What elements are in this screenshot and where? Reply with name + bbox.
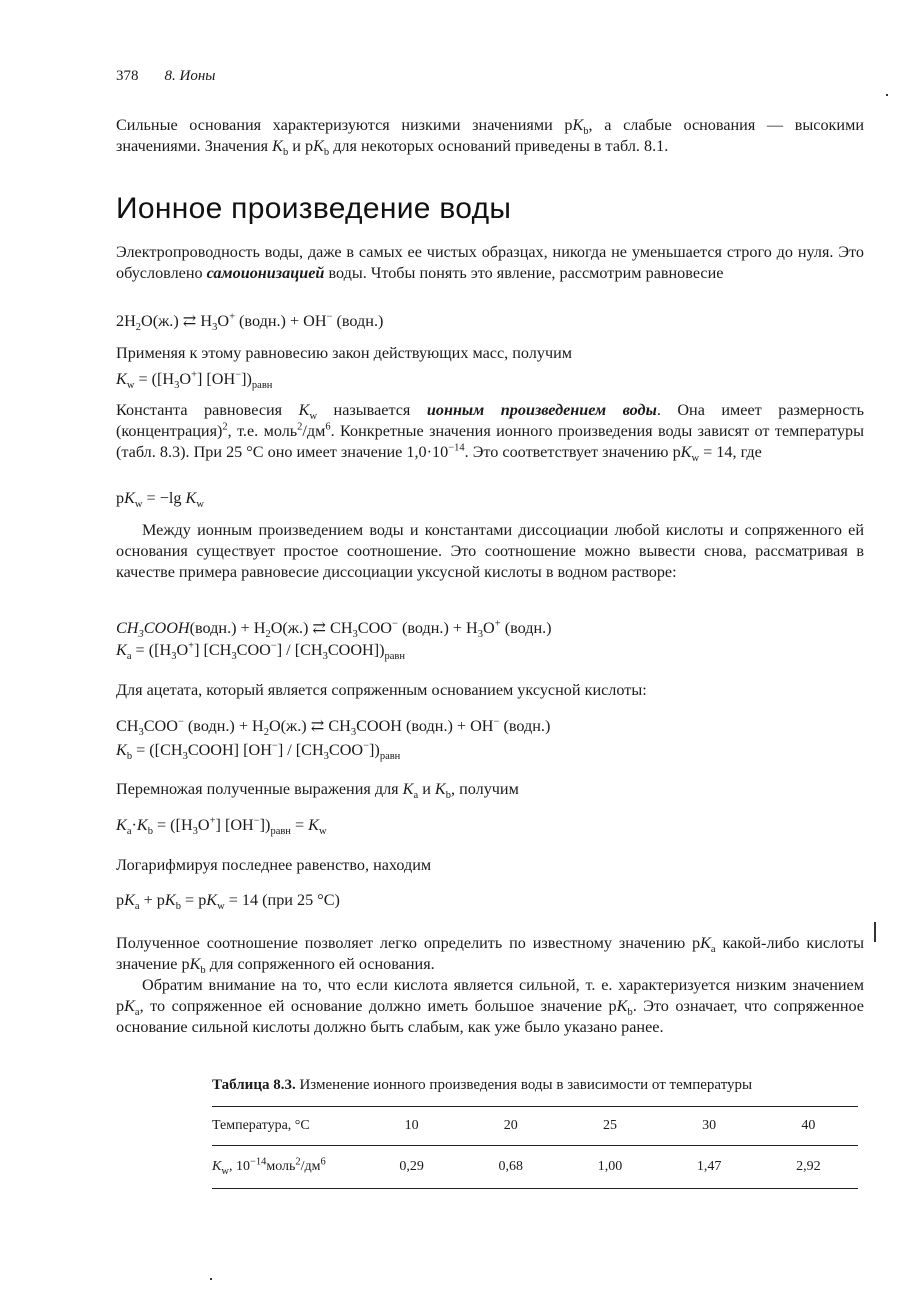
table-header-cell: 20 <box>461 1107 560 1146</box>
section-title: Ионное произведение воды <box>116 192 512 225</box>
chapter-title: 8. Ионы <box>164 68 216 84</box>
table-cell: 1,47 <box>660 1146 759 1189</box>
equation-water-autoionization: $2H_2O(ж.)$ ⇄ $H_3O^+$ (водн.) + OH− (водн.) <box>116 311 384 334</box>
paragraph-determine: Полученное соотношение позволяет легко определить по известному значению $pK_a$ какой-либо кислоты значение $pK_b$ для сопряженного ей основания. <box>116 934 864 977</box>
table-row <box>212 1146 858 1189</box>
table-header-cell: 10 <box>362 1107 461 1146</box>
intro-paragraph: Сильные основания характеризуются низкими значениями $pK_b$, а слабые основания — высокими значениями. Значения $K_b$ и $pK_b$ для некоторых оснований приведены в табл. 8.1. <box>116 116 864 159</box>
equation-pk-sum: $pK_a + pK_b = pK_w = 14$ (при 25 °C) <box>116 891 340 913</box>
paragraph-logarithm: Логарифмируя последнее равенство, находим <box>116 856 432 874</box>
equation-ka: $K_a = ([H_3O^+]$ $[CH_3COO^-]$ / $[CH_3COOH])_{равн}$ <box>116 640 406 663</box>
table-header-cell: 30 <box>660 1107 759 1146</box>
margin-mark <box>874 922 876 942</box>
table-header-cell: 40 <box>759 1107 858 1146</box>
table-cell: 0,29 <box>362 1146 461 1189</box>
equation-kb: $K_b$ = ($[CH_3COOH]$ $[OH^-] / [CH_3COO^-])_{равн}$ <box>116 740 401 763</box>
equation-kw: $K_w = ([H_3O^+]$ $[OH^-])_{равн}$ <box>116 369 273 392</box>
table-caption: Таблица 8.3. Изменение ионного произведения воды в зависимости от температуры <box>212 1077 753 1093</box>
paragraph-relation: Между ионным произведением воды и константами диссоциации любой кислоты и сопряженного ей основания существует простое соотношение. Это соотношение можно вывести снова, рассматривая в качестве примера равновесие диссоциации уксусной кислоты в водном растворе: <box>116 521 864 581</box>
scan-speck <box>886 94 888 96</box>
table-ionic-product <box>212 1106 858 1189</box>
paragraph-conductivity: Электропроводность воды, даже в самых ее чистых образцах, никогда не уменьшается строго до нуля. Это обусловлено самоионизацией воды. Чтобы понять это явление, рассмотрим равновесие <box>116 243 864 282</box>
table-cell: 0,68 <box>461 1146 560 1189</box>
equation-ka-kb: $K_a\cdot K_b = ([H_3O^+] [OH^-])_{равн} = K_w$ <box>116 815 327 838</box>
table-row-label: $K_w$, $10^{-14}моль^2/дм^6$ <box>212 1146 362 1189</box>
paragraph-acetate: Для ацетата, который является сопряженным основанием уксусной кислоты: <box>116 681 647 699</box>
paragraph-ionic-product: Константа равновесия $K_w$ называется ионным произведением воды. Она имеет размерность (концентрация)$^2$, т.е. $моль^2/дм^6$. Конкретные значения ионного произведения воды зависят от температуры (табл. 8.3). При 25 °C оно имеет значение $1,0\cdot 10^{-14}$. Это соответствует значению $pK_w = 14$, где <box>116 401 865 465</box>
table-cell: 2,92 <box>759 1146 858 1189</box>
equation-acetate: $CH_3COO^-$ (водн.) + $H_2O(ж.)$ ⇄ $CH_3COOH$ (водн.) + OH− (водн.) <box>116 716 551 739</box>
table-cell: 1,00 <box>560 1146 659 1189</box>
equation-pkw: $pK_w = -\lg$ $K_w$ <box>116 489 204 511</box>
equation-acetic-acid: $CH_3COOH(водн.) + H_2O(ж.)$ ⇄ $CH_3COO^-$ (водн.) + $H_3O^+$ (водн.) <box>116 618 552 641</box>
paragraph-strong-acid: Обратим внимание на то, что если кислота является сильной, т. е. характеризуется низким значением $pK_a$, то сопряженное ей основание должно иметь большое значение $pK_b$. Это означает, что сопряженное основание сильной кислоты должно быть слабым, как уже было указано ранее. <box>116 976 864 1036</box>
paragraph-multiply: Перемножая полученные выражения для $K_a$ и $K_b$, получим <box>116 780 519 802</box>
page-number: 378 <box>116 68 139 84</box>
paragraph-mass-action: Применяя к этому равновесию закон действующих масс, получим <box>116 344 573 362</box>
scan-speck <box>210 1278 212 1280</box>
table-header-cell: 25 <box>560 1107 659 1146</box>
table-header-label: Температура, °C <box>212 1107 362 1146</box>
table-header-row <box>212 1107 858 1146</box>
page-header <box>116 68 215 85</box>
